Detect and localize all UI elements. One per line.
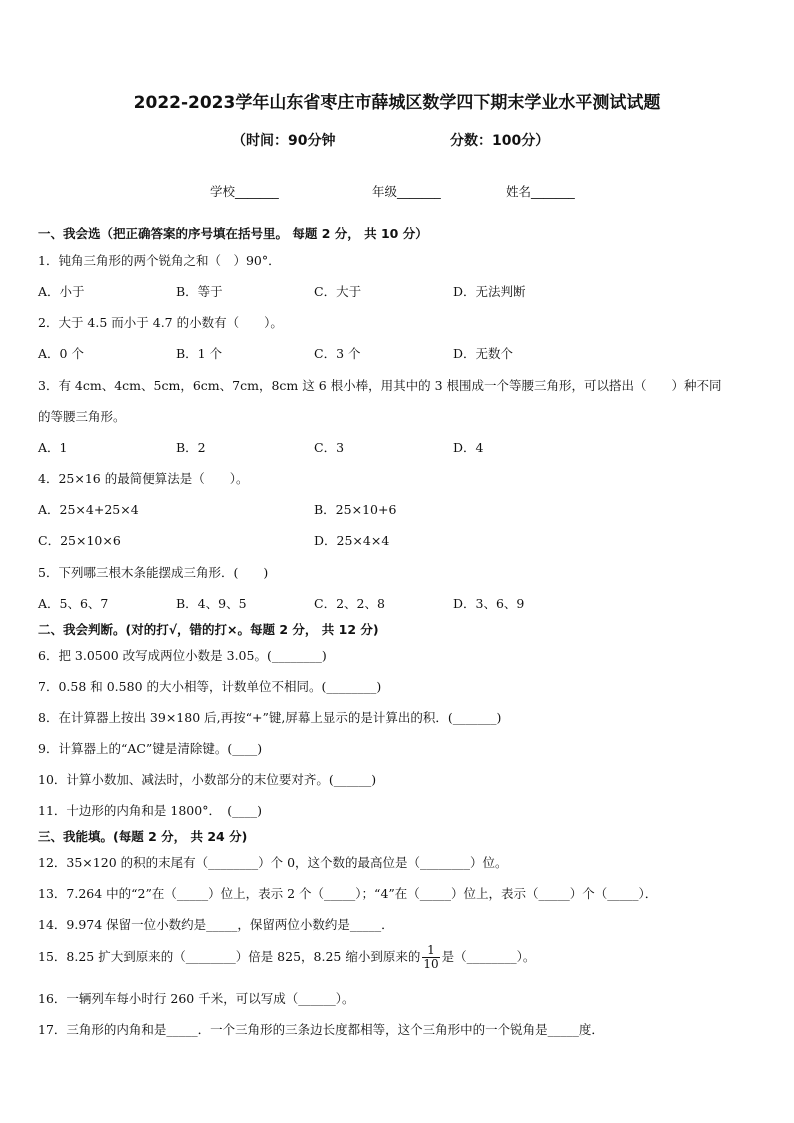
question-11: 11．十边形的内角和是 1800°． (____) (38, 803, 262, 818)
question-13: 13．7.264 中的“2”在（_____）位上，表示 2 个（_____）；“4”在（_____）位上，表示（_____）个（_____）． (38, 886, 658, 901)
exam-score: 分数：100分） (450, 133, 550, 149)
fraction-numerator: 1 (422, 944, 439, 958)
question-5-option-b: B．4、9、5 (176, 596, 247, 611)
grade-field: 年级_______ (372, 184, 441, 199)
question-3-continued: 的等腰三角形。 (38, 409, 126, 424)
question-5-option-a: A．5、6、7 (38, 596, 109, 611)
fraction-denominator: 10 (423, 957, 439, 971)
question-17: 17．三角形的内角和是_____．一个三角形的三条边长度都相等，这个三角形中的一个锐角是_____度． (38, 1022, 604, 1037)
question-1: 1．钝角三角形的两个锐角之和（ ）90°． (38, 253, 281, 268)
question-2: 2．大于 4.5 而小于 4.7 的小数有（ ）。 (38, 315, 283, 330)
name-field: 姓名_______ (506, 184, 575, 199)
question-6: 6．把 3.0500 改写成两位小数是 3.05。(________) (38, 648, 327, 663)
question-5-option-d: D．3、6、9 (453, 596, 525, 611)
fraction-one-tenth (422, 944, 439, 971)
question-3: 3．有 4cm、4cm、5cm，6cm、7cm，8cm 这 6 根小棒，用其中的 3 根围成一个等腰三角形，可以搭出（ ）种不同 (38, 378, 722, 393)
question-1-option-d: D．无法判断 (453, 284, 526, 299)
section-2-heading: 二、我会判断。(对的打√，错的打×。每题 2 分， 共 12 分) (38, 622, 379, 637)
school-field: 学校_______ (210, 184, 279, 199)
question-10: 10．计算小数加、减法时，小数部分的末位要对齐。(______) (38, 772, 377, 787)
page-title: 2022-2023学年山东省枣庄市薛城区数学四下期末学业水平测试试题 (133, 93, 661, 113)
question-9: 9．计算器上的“AC”键是清除键。(____) (38, 741, 263, 756)
section-3-heading: 三、我能填。(每题 2 分， 共 24 分) (38, 829, 248, 844)
question-4-option-b: B．25×10+6 (314, 502, 397, 517)
question-8: 8．在计算器上按出 39×180 后,再按“+”键,屏幕上显示的是计算出的积．(_______) (38, 710, 502, 725)
question-1-option-a: A．小于 (38, 284, 85, 299)
question-4-option-c: C．25×10×6 (38, 533, 121, 548)
question-3-option-a: A．1 (38, 440, 68, 455)
question-2-option-b: B．1 个 (176, 346, 223, 361)
question-3-option-c: C．3 (314, 440, 345, 455)
question-15-text-after: 是（________）。 (441, 949, 536, 964)
question-3-option-b: B．2 (176, 440, 206, 455)
exam-time: （时间：90分钟 (232, 133, 336, 149)
question-12: 12．35×120 的积的末尾有（________）个 0，这个数的最高位是（________）位。 (38, 855, 508, 870)
question-4-option-d: D．25×4×4 (314, 533, 390, 548)
question-1-option-b: B．等于 (176, 284, 223, 299)
question-16: 16．一辆列车每小时行 260 千米，可以写成（______）。 (38, 991, 355, 1006)
question-2-option-d: D．无数个 (453, 346, 514, 361)
question-3-option-d: D．4 (453, 440, 484, 455)
question-7: 7．0.58 和 0.580 的大小相等，计数单位不相同。(________) (38, 679, 382, 694)
question-15-text-before: 15．8.25 扩大到原来的（________）倍是 825，8.25 缩小到原来的 (38, 949, 421, 964)
question-15 (38, 944, 535, 971)
question-1-option-c: C．大于 (314, 284, 362, 299)
question-5-option-c: C．2、2、8 (314, 596, 385, 611)
question-2-option-c: C．3 个 (314, 346, 361, 361)
question-4-option-a: A．25×4+25×4 (38, 502, 139, 517)
question-4: 4．25×16 的最简便算法是（ ）。 (38, 471, 249, 486)
question-5: 5．下列哪三根木条能摆成三角形．( ) (38, 565, 269, 580)
question-14: 14．9.974 保留一位小数约是_____，保留两位小数约是_____． (38, 917, 394, 932)
section-1-heading: 一、我会选（把正确答案的序号填在括号里。 每题 2 分， 共 10 分） (38, 226, 428, 241)
question-2-option-a: A．0 个 (38, 346, 84, 361)
